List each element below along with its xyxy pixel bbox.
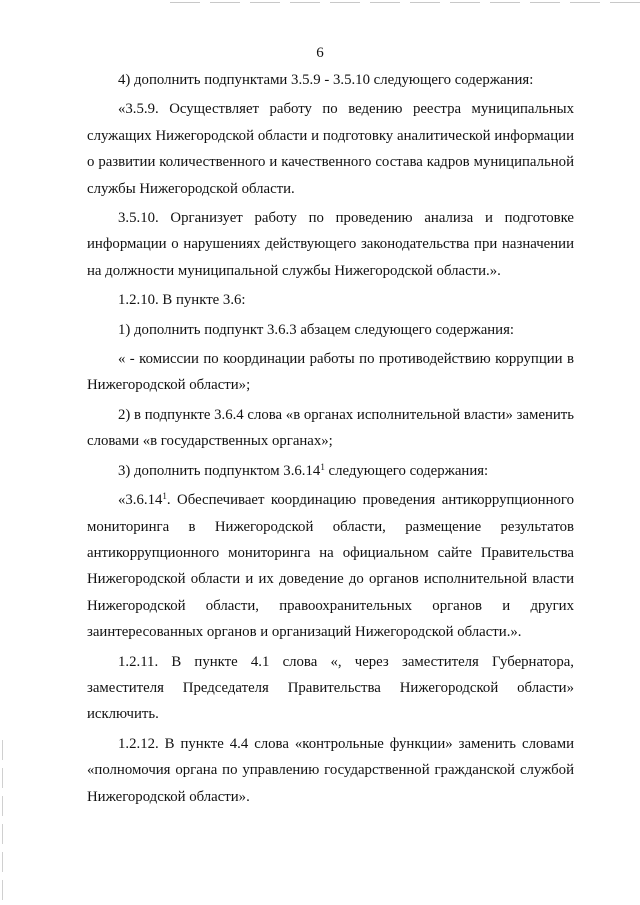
paragraph-3-6-14-1 [87,487,574,645]
paragraph-3-6-14-1-text: . Обеспечивает координацию проведения антикоррупционного мониторинга в Нижегородской области, размещение результатов антикоррупционного мониторинга на официальном сайте Правительства Нижегородской области и их доведение до органов исполнительной власти Нижегородской области, правоохранительных органов и других заинтересованных органов и организаций Нижегородской области.». [87,492,574,641]
page-number: 6 [316,45,324,61]
document-body [87,67,574,813]
paragraph-subitem-3 [87,458,574,484]
paragraph-3-5-10: 3.5.10. Организует работу по проведению анализа и подготовке информации о нарушениях действующего законодательства при назначении на должности муниципальной службы Нижегородской области.». [87,210,574,279]
paragraph-subitem-1: 1) дополнить подпункт 3.6.3 абзацем следующего содержания: [118,321,515,338]
superscript: 1 [162,491,167,502]
paragraph-1-2-12: 1.2.12. В пункте 4.4 слова «контрольные функции» заменить словами «полномочия органа по управлению государственной гражданской службой Нижегородской области». [87,735,574,805]
paragraph-1-2-10: 1.2.10. В пункте 3.6: [118,292,246,309]
paragraph-3-5-9: «3.5.9. Осуществляет работу по ведению реестра муниципальных служащих Нижегородской области и подготовку аналитической информации о развитии количественного и качественного состава кадров муниципальной службы Нижегородской области. [87,101,574,197]
paragraph-item-4: 4) дополнить подпунктами 3.5.9 - 3.5.10 следующего содержания: [118,72,534,88]
paragraph-commission: « - комиссии по координации работы по противодействию коррупции в Нижегородской области»; [87,351,574,394]
paragraph-subitem-3-tail: следующего содержания: [324,462,489,479]
superscript: 1 [320,461,325,472]
paragraph-3-6-14-1-number: «3.6.14 [118,492,163,509]
paragraph-subitem-3-text: 3) дополнить подпунктом 3.6.14 [118,462,321,479]
scan-edge-left [2,740,3,900]
scan-edge-top [170,2,640,3]
paragraph-1-2-11: 1.2.11. В пункте 4.1 слова «, через заместителя Губернатора, заместителя Председателя Правительства Нижегородской области» исключить. [87,653,574,723]
paragraph-subitem-2: 2) в подпункте 3.6.4 слова «в органах исполнительной власти» заменить словами «в государственных органах»; [87,406,575,450]
